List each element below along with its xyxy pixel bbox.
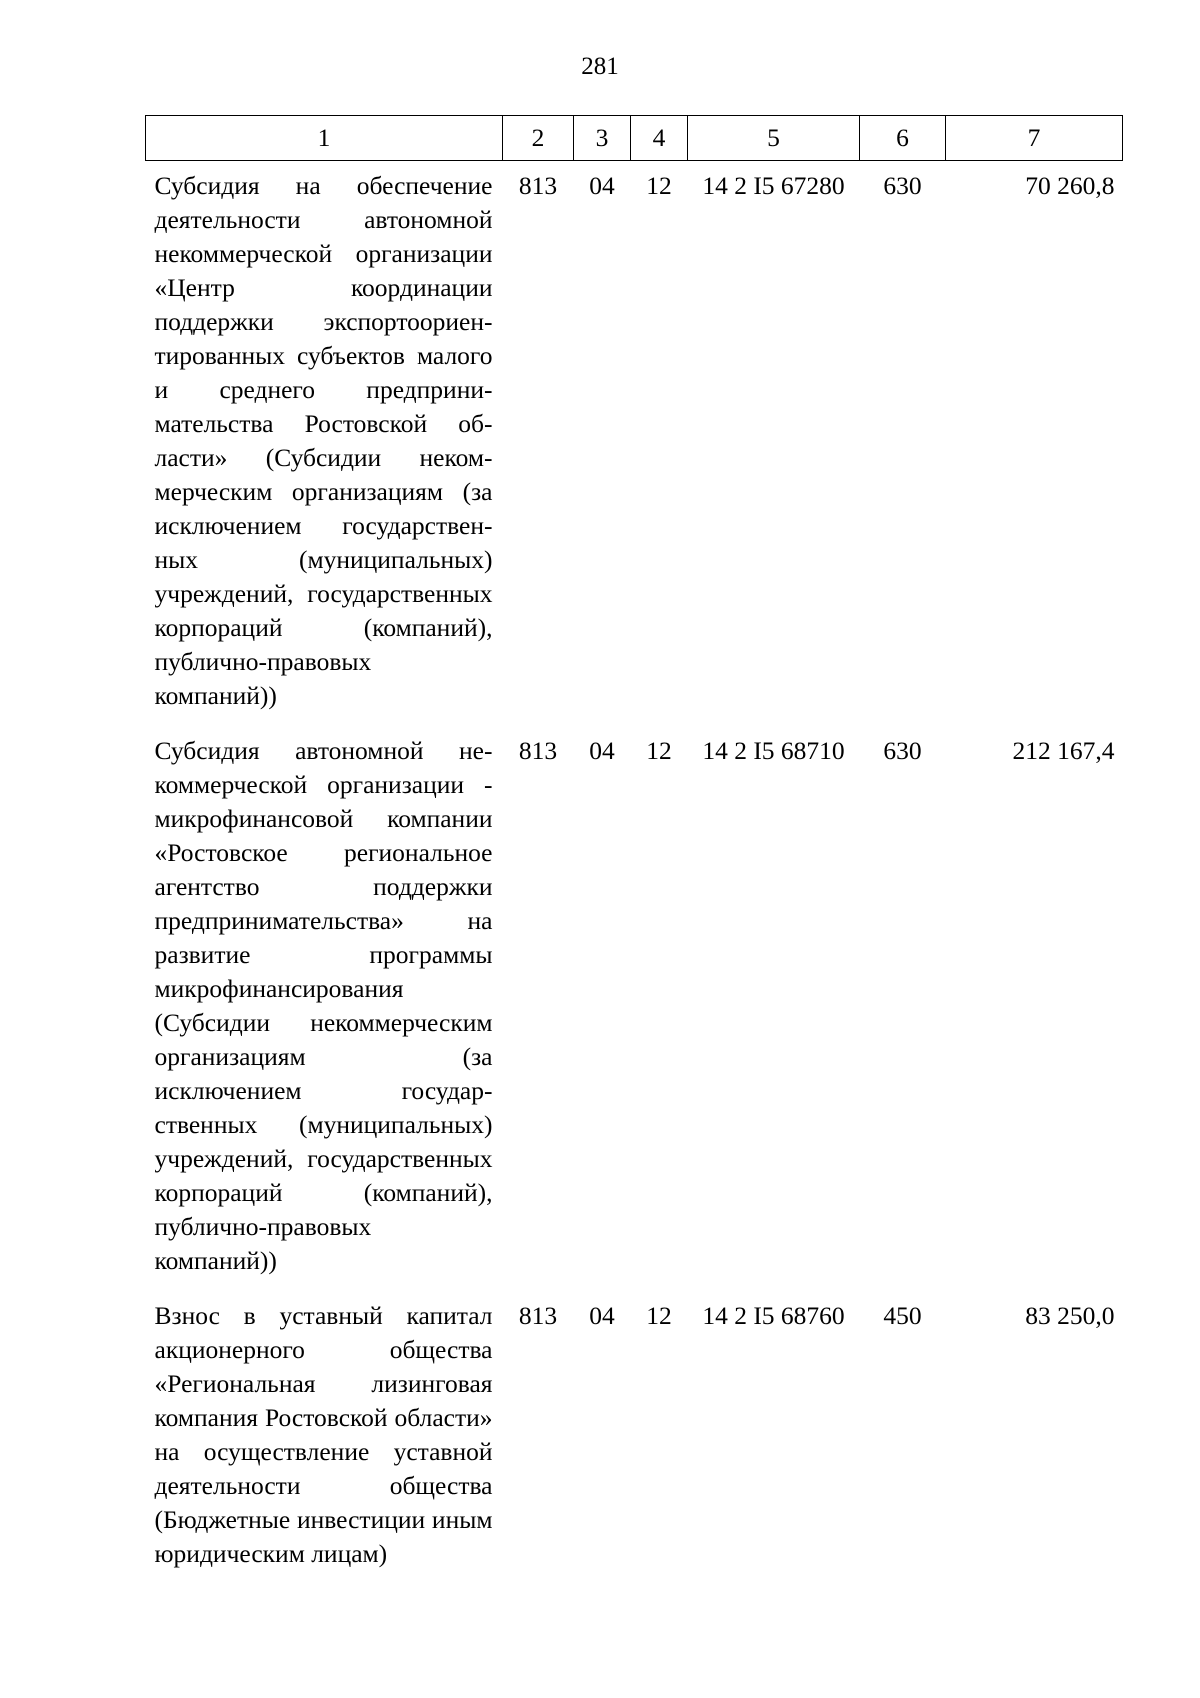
table-body [146,161,1123,1585]
row-target-article: 14 2 I5 68710 [702,736,845,765]
table-row [146,726,1123,1291]
header-col-4: 4 [631,116,688,161]
row-target-article: 14 2 I5 67280 [702,171,845,200]
row-amount: 212 167,4 [1012,736,1115,765]
page-number: 281 [581,53,619,80]
header-col-7: 7 [946,116,1123,161]
row-subsection-code: 12 [646,736,672,765]
row-expense-type: 630 [883,736,922,765]
row-ministry-code: 813 [518,171,558,200]
header-row [146,116,1123,161]
header-col-6: 6 [860,116,946,161]
row-amount: 83 250,0 [1025,1301,1115,1330]
row-subsection-code: 12 [646,1301,672,1330]
row-ministry-code: 813 [518,736,558,765]
row-section-code: 04 [589,1301,615,1330]
row-expense-type: 450 [883,1301,922,1330]
row-target-article: 14 2 I5 68760 [702,1301,845,1330]
row-subsection-code: 12 [646,171,672,200]
row-description: Субсидия автономной некоммерческой организации - микрофинансовой компании «Ростовское региональное агентство поддержки предпринимательства» на развитие программы микрофинансирования (Субсидии некоммерческим организациям (за исключением государственных (муниципальных) учреждений, государственных корпораций (компаний), публично-правовых компаний)) [154,736,493,1275]
row-section-code: 04 [589,736,615,765]
table-header [146,116,1123,161]
header-col-2: 2 [503,116,574,161]
table-row [146,1291,1123,1584]
row-amount: 70 260,8 [1025,171,1115,200]
row-description: Взнос в уставный капитал акционерного общества «Региональная лизинговая компания Ростовской области» на осуществление уставной деятельности общества (Бюджетные инвестиции иным юридическим лицам) [154,1301,493,1568]
row-description: Субсидия на обеспечение деятельности автономной некоммерческой организации «Центр координации поддержки экспортоориентированных субъектов малого и среднего предпринимательства Ростовской области» (Субсидии некоммерческим организациям (за исключением государственных (муниципальных) учреждений, государственных корпораций (компаний), публично-правовых компаний)) [154,171,493,710]
header-col-5: 5 [688,116,860,161]
header-col-1: 1 [146,116,503,161]
header-col-3: 3 [574,116,631,161]
row-ministry-code: 813 [518,1301,558,1330]
row-section-code: 04 [589,171,615,200]
row-expense-type: 630 [883,171,922,200]
table-row [146,161,1123,727]
budget-table [145,115,1123,1584]
